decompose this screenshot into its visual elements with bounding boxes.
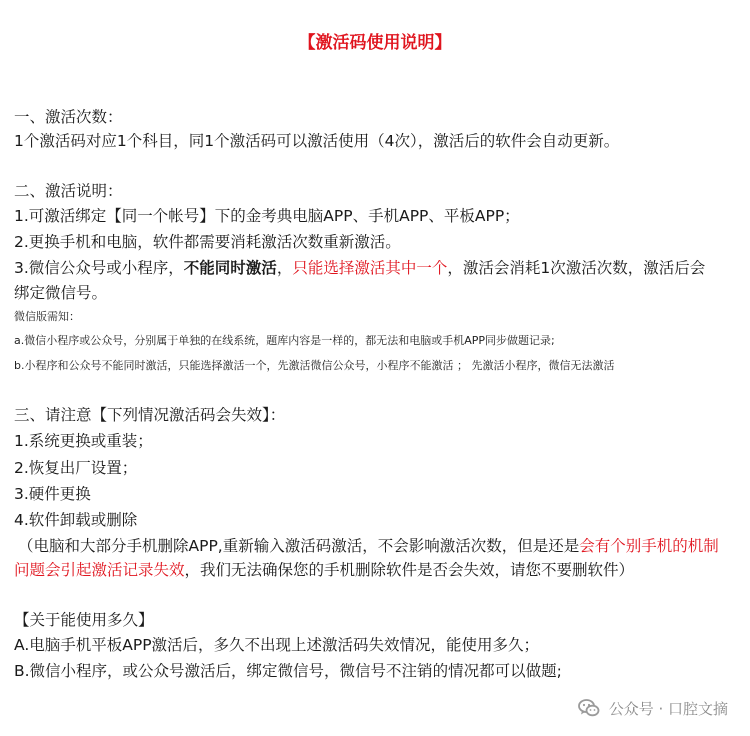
section3-item4: 4.软件卸载或删除 — [14, 511, 138, 529]
item3-bold: 不能同时激活 — [183, 259, 277, 277]
watermark — [577, 696, 728, 720]
watermark-text: 公众号 · 口腔文摘 — [608, 699, 728, 718]
wechat-note-title: 微信版需知： — [14, 310, 80, 323]
section3-item1: 1.系统更换或重装； — [14, 432, 153, 450]
section2-item3 — [14, 257, 742, 279]
section3-heading: 三、请注意【下列情况激活码会失效】： — [14, 406, 286, 424]
note-part2: ，我们无法确保您的手机删除软件是否会失效，请您不要删软件） — [184, 561, 635, 579]
section1-heading: 一、激活次数： — [14, 108, 123, 126]
section2-item3-cont: 绑定微信号。 — [14, 284, 108, 302]
section2-item1: 1.可激活绑定【同一个帐号】下的金考典电脑APP、手机APP、平板APP； — [14, 207, 520, 225]
item3-part2: ，激活会消耗1次激活次数，激活后会 — [447, 259, 706, 277]
item3-red: 只能选择激活其中一个 — [292, 259, 448, 277]
wechat-icon — [577, 696, 601, 720]
section3-note-line1 — [18, 535, 742, 557]
section2-item2: 2.更换手机和电脑，软件都需要消耗激活次数重新激活。 — [14, 233, 401, 251]
section3-item3: 3.硬件更换 — [14, 485, 91, 503]
section4-itemA: A.电脑手机平板APP激活后，多久不出现上述激活码失效情况，能使用多久； — [14, 636, 540, 654]
item3-part1: 3.微信公众号或小程序， — [14, 259, 184, 277]
section3-item2: 2.恢复出厂设置； — [14, 459, 138, 477]
note-part1: （电脑和大部分手机删除APP,重新输入激活码激活，不会影响激活次数，但是还是 — [18, 537, 580, 555]
section4-itemB: B.微信小程序，或公众号激活后，绑定微信号，微信号不注销的情况都可以做题; — [14, 662, 562, 680]
note-red1: 会有个别手机的机制 — [579, 537, 719, 555]
wechat-note-b: b.小程序和公众号不能同时激活，只能选择激活一个，先激活微信公众号，小程序不能激活 ； 先激活小程序，微信无法激活 — [14, 359, 615, 372]
section4-heading: 【关于能使用多久】 — [14, 611, 154, 629]
section2-heading: 二、激活说明： — [14, 182, 123, 200]
note-red2: 问题会引起激活记录失效 — [14, 561, 185, 579]
section1-text: 1个激活码对应1个科目，同1个激活码可以激活使用（4次），激活后的软件会自动更新。 — [14, 132, 620, 150]
item3-sep: ， — [276, 259, 293, 277]
wechat-note-a: a.微信小程序或公众号，分别属于单独的在线系统，题库内容是一样的，都无法和电脑或手机APP同步做题记录; — [14, 334, 555, 347]
page-title: 【激活码使用说明】 — [298, 33, 452, 53]
section3-note-line2 — [14, 559, 742, 581]
